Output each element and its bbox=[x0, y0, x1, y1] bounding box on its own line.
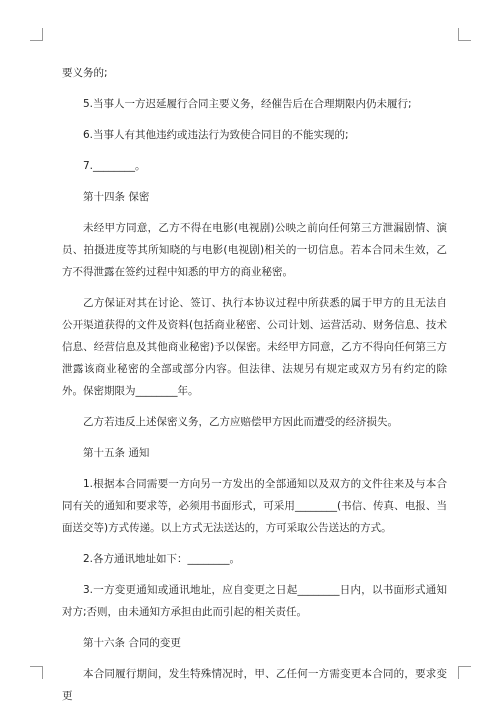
amendment-paragraph-1: 本合同履行期间，发生特殊情况时，甲、乙任何一方需变更本合同的，要求变更 bbox=[62, 668, 447, 702]
clause-item-7: 7.________。 bbox=[83, 160, 146, 172]
clause-item-6: 6.当事人有其他违约或违法行为致使合同目的不能实现的; bbox=[83, 129, 349, 141]
paragraph-continuation: 要义务的; bbox=[62, 67, 108, 79]
confidentiality-paragraph-1: 未经甲方同意，乙方不得在电影(电视剧)公映之前向任何第三方泄漏剧情、演员、拍摄进度等其所知晓的与电影(电视剧)相关的一切信息。若本合同未生效，乙方不得泄露在签约过程中知悉的甲方的商业秘密。 bbox=[62, 222, 447, 278]
notice-item-1: 1.根据本合同需要一方向另一方发出的全部通知以及双方的文件往来及与本合同有关的通知和要求等，必须用书面形式，可采用________(书信、传真、电报、当面送交等)方式传递。以上方式无法送达的，方可采取公告送达的方式。 bbox=[62, 478, 447, 534]
confidentiality-paragraph-3: 乙方若违反上述保密义务，乙方应赔偿甲方因此而遭受的经济损失。 bbox=[83, 416, 398, 428]
section-heading-14: 第十四条 保密 bbox=[83, 191, 150, 203]
section-heading-16: 第十六条 合同的变更 bbox=[83, 637, 181, 649]
clause-item-5: 5.当事人一方迟延履行合同主要义务，经催告后在合理期限内仍未履行; bbox=[83, 98, 412, 110]
crop-mark-top-right bbox=[458, 28, 471, 41]
notice-item-2: 2.各方通讯地址如下：________。 bbox=[83, 553, 241, 565]
crop-mark-bottom-left bbox=[30, 666, 43, 679]
crop-mark-bottom-right bbox=[458, 666, 471, 679]
document-body bbox=[62, 62, 447, 716]
section-heading-15: 第十五条 通知 bbox=[83, 447, 150, 459]
notice-item-3: 3.一方变更通知或通讯地址，应自变更之日起________日内，以书面形式通知对方;否则，由未通知方承担由此而引起的相关责任。 bbox=[62, 584, 447, 618]
crop-mark-top-left bbox=[30, 28, 43, 41]
confidentiality-paragraph-2: 乙方保证对其在讨论、签订、执行本协议过程中所获悉的属于甲方的且无法自公开渠道获得的文件及资料(包括商业秘密、公司计划、运营活动、财务信息、技术信息、经营信息及其他商业秘密)予以保密。未经甲方同意，乙方不得向任何第三方泄露该商业秘密的全部或部分内容。但法律、法规另有规定或双方另有约定的除外。保密期限为________年。 bbox=[62, 297, 447, 397]
